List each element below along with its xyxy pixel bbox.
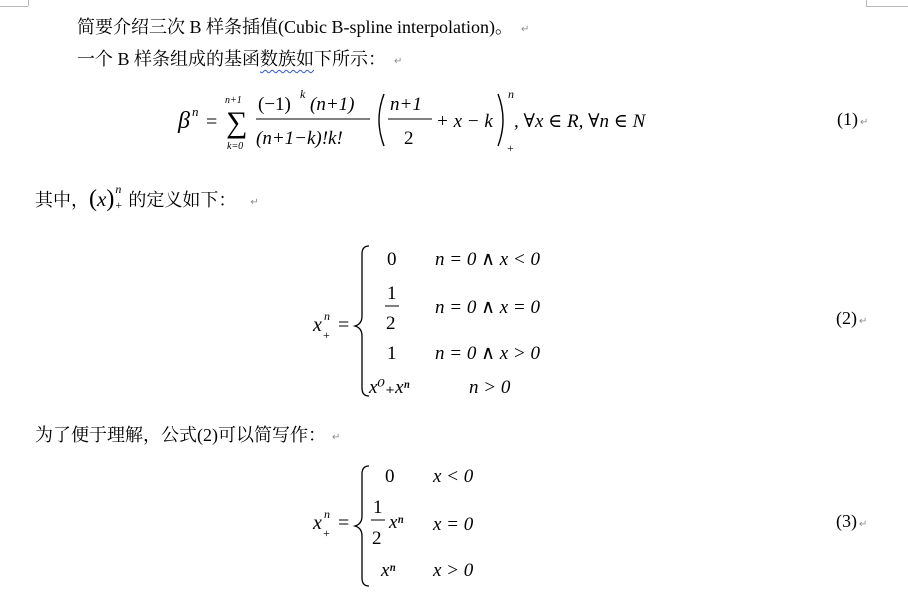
eq3-lhs: x <box>313 512 322 534</box>
eq2-case-2-cond: n = 0 ∧ x = 0 <box>435 297 540 318</box>
eq3-case-2-value-num: 1 <box>373 497 383 518</box>
crop-mark-top-right-h <box>866 6 908 7</box>
equation-2-svg <box>305 238 585 408</box>
eq1-outer-sup: n <box>508 87 514 101</box>
eq2-case-2-value-num: 1 <box>387 283 397 304</box>
eq3-brace <box>355 466 369 586</box>
eq1-number-text: (1) <box>837 109 858 129</box>
eq3-case-3-cond: x > 0 <box>433 560 474 581</box>
where-expr-sup: n <box>115 182 122 196</box>
eq1-right-paren <box>498 94 503 146</box>
where-expr-sub: + <box>115 198 123 212</box>
crop-mark-top-left <box>28 0 29 6</box>
eq2-case-2-value-den: 2 <box>386 313 396 334</box>
eq2-equals: = <box>338 314 350 336</box>
eq3-case-1-value: 0 <box>385 466 395 487</box>
eq1-paren-numerator: n+1 <box>390 94 422 115</box>
eq2-case-1-value: 0 <box>387 249 397 270</box>
definition-intro-line <box>35 182 259 213</box>
where-pre: 其中， <box>35 190 89 210</box>
spelling-flagged-text: 数族如 <box>260 49 315 69</box>
eq1-numerator: (−1) <box>258 94 291 115</box>
intro-line-2-post: 下所示： <box>314 49 387 69</box>
eq3-equals: = <box>338 512 350 534</box>
eq1-lhs: β <box>178 108 190 134</box>
paragraph-mark: ↵ <box>860 117 869 128</box>
intro-paragraph-2 <box>77 45 402 71</box>
simplify-text: 为了便于理解，公式(2)可以简写作： <box>35 425 326 445</box>
eq2-brace <box>355 246 369 396</box>
where-post: 的定义如下： <box>128 190 237 210</box>
equation-1-svg <box>170 86 690 156</box>
eq3-case-1-cond: x < 0 <box>433 466 474 487</box>
eq1-forall: , ∀x ∈ R, ∀n ∈ N <box>514 111 646 132</box>
paragraph-mark: ↵ <box>394 56 403 67</box>
eq2-case-3-value: 1 <box>387 343 397 364</box>
eq1-outer-sub: + <box>507 141 514 155</box>
intro-line-1-text: 简要介绍三次 B 样条插值(Cubic B-spline interpolation)。 <box>77 17 513 37</box>
eq1-sum-upper: n+1 <box>225 95 242 106</box>
where-expr: (x) <box>89 186 115 212</box>
eq2-number-text: (2) <box>836 308 857 328</box>
sigma-icon: ∑ <box>226 106 248 139</box>
eq1-paren-denominator: 2 <box>404 128 414 149</box>
eq2-lhs-sub: + <box>323 328 330 342</box>
eq3-lhs-sup: n <box>324 507 330 521</box>
eq1-denominator: (n+1−k)!k! <box>256 128 343 149</box>
eq2-lhs-sup: n <box>324 309 330 323</box>
eq1-equals: = <box>206 111 218 133</box>
equation-1-number <box>837 109 868 130</box>
eq2-case-3-cond: n = 0 ∧ x > 0 <box>435 343 540 364</box>
eq1-left-paren <box>379 94 384 146</box>
paragraph-mark: ↵ <box>859 519 868 530</box>
paragraph-mark: ↵ <box>332 432 341 443</box>
eq1-numerator-exp: k <box>300 87 306 101</box>
eq3-case-2-cond: x = 0 <box>433 514 474 535</box>
eq1-numerator-tail: (n+1) <box>310 94 355 115</box>
eq3-case-2-value-den: 2 <box>372 528 382 549</box>
paragraph-mark: ↵ <box>520 24 530 35</box>
eq2-lhs: x <box>313 314 322 336</box>
equation-2-number <box>836 308 867 329</box>
intro-line-2-pre: 一个 B 样条组成的基函 <box>77 49 261 69</box>
eq3-case-3-value: xⁿ <box>381 560 396 581</box>
eq3-number-text: (3) <box>836 511 857 531</box>
simplify-paragraph <box>35 421 340 447</box>
paragraph-mark: ↵ <box>250 197 259 208</box>
eq1-paren-tail: + x − k <box>436 111 493 132</box>
eq2-case-4-cond: n > 0 <box>469 377 511 398</box>
equation-3-number <box>836 511 867 532</box>
eq3-lhs-sub: + <box>323 526 330 540</box>
eq3-case-2-value-tail: xⁿ <box>389 512 404 533</box>
crop-mark-top-left-h <box>0 6 28 7</box>
eq2-case-4-value: x⁰₊xⁿ <box>369 377 410 398</box>
eq2-case-1-cond: n = 0 ∧ x < 0 <box>435 249 540 270</box>
intro-paragraph-1 <box>77 13 529 39</box>
eq1-sum-lower: k=0 <box>227 141 244 152</box>
paragraph-mark: ↵ <box>859 316 868 327</box>
equation-3-svg <box>305 458 525 593</box>
eq1-lhs-sup: n <box>192 104 199 119</box>
